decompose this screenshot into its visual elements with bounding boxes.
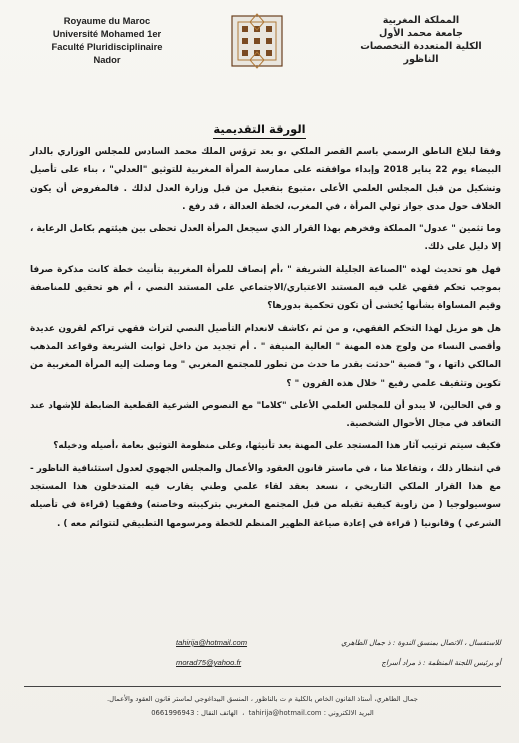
paragraph: وما تثمين " عدول" المملكة وفخرهم بهذا القرار الذي سيجعل المرأة العدل تحظى بين هيئتهم بكامل الرعاية ، إلا دليل على ذلك.: [30, 224, 501, 253]
paragraph: فهل هو تحديث لهذه "الصناعة الجليلة الشريفة " ،أم إنصاف للمرأة المغربية بتأنيث خطة كانت مذكرة صرفا بموجب تحكم فقهي غلب فيه المستند الاعتباري/الاجتماعي على المستند النصي ، أم هو تحقيق للمناصفة وقيم المساواة بشأنها يُخشى أن تكون تحكمية بدورها؟: [30, 264, 501, 312]
paragraph: وفقا لبلاغ الناطق الرسمي باسم القصر الملكي ،و بعد ترؤس الملك محمد السادس للمجلس الوزاري بالدار البيضاء يوم 22 يناير 2018 وإبداء موافقته على ممارسة المرأة المغربية للتوثيق "العدلي" ، بناء على تأصيل وتشكيل من قبل المجلس العلمي الأعلى ،متبوع بتفعيل من قبل وزارة العدل لذلك . فالمفروض أن يكون الخلاف حول مدى جواز تولي المرأة ، في المغرب، لخطة العدالة ، قد رفع .: [30, 147, 501, 212]
header-french-line: Royaume du Maroc: [63, 15, 151, 26]
header-french-line: Université Mohamed 1er: [52, 28, 162, 39]
footer-divider: [24, 686, 501, 687]
page-title: [0, 122, 519, 136]
page-title-text: الورقة التقديمية: [213, 122, 305, 139]
contact-email-link[interactable]: tahirija@hotmail.com: [176, 638, 248, 647]
header-arabic: [341, 14, 501, 66]
paragraph: فكيف سيتم ترتيب آثار هذا المستجد على المهنة بعد تأنيثها، وعلى منظومة التوثيق بعامة ،أصيله ودخيله؟: [53, 441, 501, 452]
contact-section: [0, 638, 519, 682]
footer-author-line: جمال الطاهري، أستاذ القانون الخاص بالكلية م ت بالناظور ، المنسق البيداغوجي لماستر قانون العقود والأعمال.: [107, 695, 418, 703]
contact-text: أو برئيس اللجنة المنظمة : ذ مراد أسراج: [381, 658, 501, 667]
university-logo-icon: [224, 10, 290, 72]
header-french-line: Faculté Pluridisciplinaire: [51, 41, 163, 52]
document-body: [30, 143, 501, 537]
header-arabic-line: جامعة محمد الأول: [379, 28, 463, 39]
footer-phone: 0661996943: [151, 709, 195, 717]
header-french-line: Nador: [93, 54, 121, 65]
contact-email-link[interactable]: morad75@yahoo.fr: [176, 658, 242, 667]
footer-contact-line: البريد الالكتروني : tahirija@hotmail.com ، الهاتف النقال : 0661996943: [151, 709, 374, 717]
header-arabic-line: الكلية المتعددة التخصصات: [360, 41, 482, 52]
contact-row: [0, 638, 519, 654]
header-french: [32, 14, 182, 66]
contact-text: للاستفسال ، الاتصال بمنسق الندوة : ذ جمال الطاهري: [341, 638, 501, 647]
paragraph: في انتظار ذلك ، وتفاعلا منا ، في ماستر قانون العقود والأعمال والمجلس الجهوي لعدول استئنافية الناظور - مع هذا القرار الملكي التاريخي ، نسعد بعقد لقاء علمي وطني يقارب فيه المتدخلون هذا المستجد سوسيولوجيا ( من زاوية كيفية تقبله من قبل المجتمع المغربي بتركيبته وخاصته) وفقهيا (قراءة في تأصيله الشرعي ) وقانونيا ( قراءة في إعادة صياغة الظهير المنظم للخطة ومرسومها التطبيقي لتتوائم معه ) .: [30, 463, 501, 529]
footer-phone-label: الهاتف النقال :: [196, 709, 238, 717]
header-arabic-line: المملكة المغربية: [382, 15, 460, 26]
paragraph: و في الحالين، لا يبدو أن للمجلس العلمي الأعلى "كلاما" مع النصوص الشرعية القطعية الضابطة للإشهاد عند التعاقد في مجال الأحوال الشخصية.: [30, 400, 501, 430]
contact-row: [0, 658, 519, 674]
header-arabic-line: الناظور: [403, 54, 439, 65]
footer-email-label: البريد الالكتروني :: [323, 709, 374, 717]
paragraph: هل هو مزيل لهذا التحكم الفقهي، و من ثم ،كاشف لانعدام التأصيل النصي لتراث فقهي تراكم لقرون عديدة وأقصى النساء من ولوج هذه المهنة " العالية المنيفة " . أم تجديد من داخل ثوابت الشريعة وقواعد المذهب المالكي ذاتها ، و" قضية "حدثت بقدر ما حدث من تطور للمجتمع المغربي " وما وصلت إليه المرأة المغربية من تكوين وتثقيف علمي رفيع " خلال هذه القرون " ؟: [30, 323, 501, 389]
footer-email-link[interactable]: tahirija@hotmail.com: [248, 709, 322, 717]
footer: [24, 692, 501, 720]
